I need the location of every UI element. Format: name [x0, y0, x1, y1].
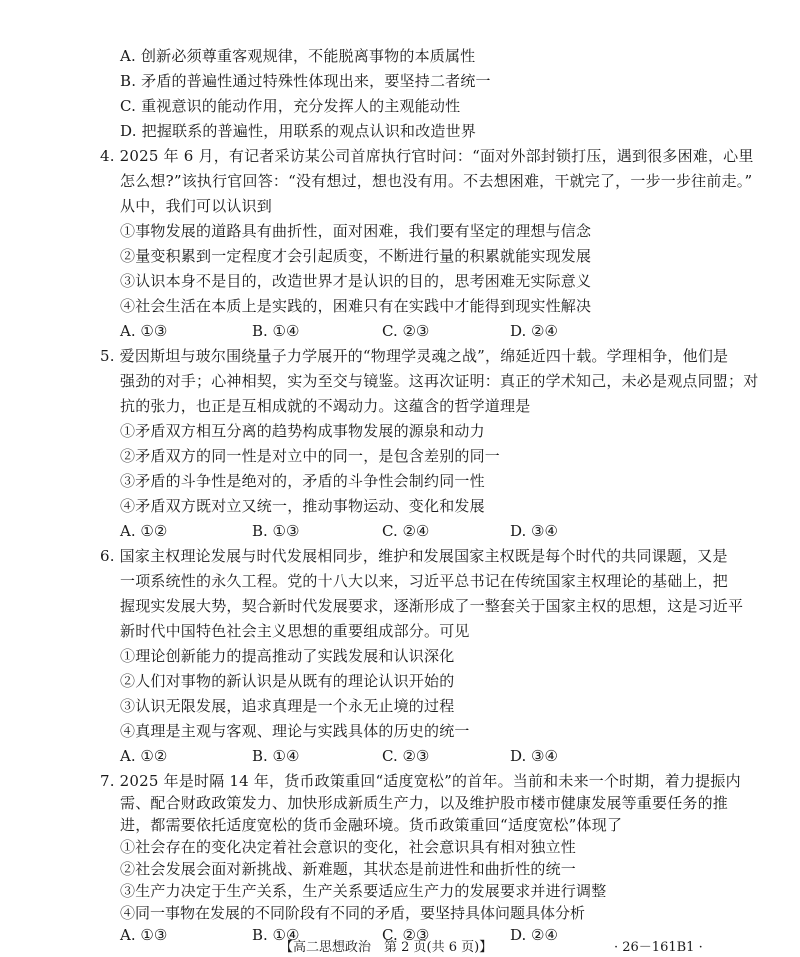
q3-option-c: C. 重视意识的能动作用，充分发挥人的主观能动性 — [120, 97, 461, 115]
q4-choice-c: C. ②③ — [382, 322, 430, 340]
footer-exam-code: · 26－161B1 · — [614, 940, 703, 955]
q6-item: ④真理是主观与客观、理论与实践具体的历史的统一 — [120, 722, 470, 740]
q5-choices — [120, 521, 720, 541]
q4-stem-line: 4. 2025 年 6 月，有记者采访某公司首席执行官时问：“面对外部封锁打压，遇到很多困难，心里 — [100, 147, 754, 165]
q3-option-d: D. 把握联系的普遍性，用联系的观点认识和改造世界 — [120, 122, 477, 140]
q5-item: ③矛盾的斗争性是绝对的，矛盾的斗争性会制约同一性 — [120, 472, 485, 490]
q6-stem-line: 6. 国家主权理论发展与时代发展相同步，维护和发展国家主权既是每个时代的共同课题，又是 — [100, 547, 728, 565]
q7-choice-c: C. ②③ — [382, 926, 430, 944]
q7-stem-line: 7. 2025 年是时隔 14 年，货币政策重回“适度宽松”的首年。当前和未来一个时期，着力提振内 — [100, 772, 741, 790]
q6-choices — [120, 746, 720, 766]
q5-choice-c: C. ②④ — [382, 522, 430, 540]
q7-choice-a: A. ①③ — [120, 926, 168, 944]
q5-choice-d: D. ③④ — [510, 522, 558, 540]
q6-choice-a: A. ①② — [120, 747, 168, 765]
q6-stem-line: 一项系统性的永久工程。党的十八大以来，习近平总书记在传统国家主权理论的基础上，把 — [120, 572, 729, 590]
q7-choice-d: D. ②④ — [510, 926, 558, 944]
q7-choice-b: B. ①④ — [252, 926, 300, 944]
q4-stem-line: 怎么想?”该执行官回答：“没有想过，想也没有用。不去想困难，干就完了，一步一步往前走。” — [120, 172, 753, 190]
q7-item: ④同一事物在发展的不同阶段有不同的矛盾，要坚持具体问题具体分析 — [120, 904, 586, 922]
q5-stem-line: 抗的张力，也正是互相成就的不竭动力。这蕴含的哲学道理是 — [120, 397, 531, 415]
q6-stem-line: 握现实发展大势，契合新时代发展要求，逐渐形成了一整套关于国家主权的思想，这是习近平 — [120, 597, 744, 615]
q4-choices — [120, 321, 720, 341]
q4-stem-line: 从中，我们可以认识到 — [120, 197, 273, 215]
q6-choice-c: C. ②③ — [382, 747, 430, 765]
q5-choice-b: B. ①③ — [252, 522, 300, 540]
page-footer — [0, 940, 800, 956]
q3-option-a: A. 创新必须尊重客观规律，不能脱离事物的本质属性 — [120, 47, 476, 65]
q7-item: ①社会存在的变化决定着社会意识的变化，社会意识具有相对独立性 — [120, 838, 577, 856]
q7-item: ②社会发展会面对新挑战、新难题，其状态是前进性和曲折性的统一 — [120, 860, 577, 878]
q6-item: ①理论创新能力的提高推动了实践发展和认识深化 — [120, 647, 455, 665]
q7-stem-line: 需、配合财政政策发力、加快形成新质生产力，以及维护股市楼市健康发展等重要任务的推 — [120, 794, 729, 812]
q6-choice-b: B. ①④ — [252, 747, 300, 765]
q4-item: ②量变积累到一定程度才会引起质变，不断进行量的积累就能实现发展 — [120, 247, 592, 265]
q4-item: ①事物发展的道路具有曲折性，面对困难，我们要有坚定的理想与信念 — [120, 222, 592, 240]
q5-stem-line: 强劲的对手；心神相契，实为至交与镜鉴。这再次证明：真正的学术知己，未必是观点同盟；对 — [120, 372, 759, 390]
q4-choice-b: B. ①④ — [252, 322, 300, 340]
q6-choice-d: D. ③④ — [510, 747, 558, 765]
q6-stem-line: 新时代中国特色社会主义思想的重要组成部分。可见 — [120, 622, 470, 640]
q6-item: ②人们对事物的新认识是从既有的理论认识开始的 — [120, 672, 455, 690]
q3-option-b: B. 矛盾的普遍性通过特殊性体现出来，要坚持二者统一 — [120, 72, 491, 90]
q5-item: ①矛盾双方相互分离的趋势构成事物发展的源泉和动力 — [120, 422, 485, 440]
q4-item: ④社会生活在本质上是实践的，困难只有在实践中才能得到现实性解决 — [120, 297, 592, 315]
q7-stem-line: 进，都需要依托适度宽松的货币金融环境。货币政策重回“适度宽松”体现了 — [120, 816, 623, 834]
q5-item: ④矛盾双方既对立又统一，推动事物运动、变化和发展 — [120, 497, 485, 515]
q5-stem-line: 5. 爱因斯坦与玻尔围绕量子力学展开的“物理学灵魂之战”，绵延近四十载。学理相争，他们是 — [100, 347, 729, 365]
q5-choice-a: A. ①② — [120, 522, 168, 540]
q5-item: ②矛盾双方的同一性是对立中的同一，是包含差别的同一 — [120, 447, 501, 465]
footer-page-info: 【高二思想政治 第 2 页(共 6 页)】 — [280, 940, 493, 955]
q4-choice-a: A. ①③ — [120, 322, 168, 340]
q6-item: ③认识无限发展，追求真理是一个永无止境的过程 — [120, 697, 455, 715]
q7-item: ③生产力决定于生产关系，生产关系要适应生产力的发展要求并进行调整 — [120, 882, 607, 900]
q4-item: ③认识本身不是目的，改造世界才是认识的目的，思考困难无实际意义 — [120, 272, 592, 290]
q4-choice-d: D. ②④ — [510, 322, 558, 340]
